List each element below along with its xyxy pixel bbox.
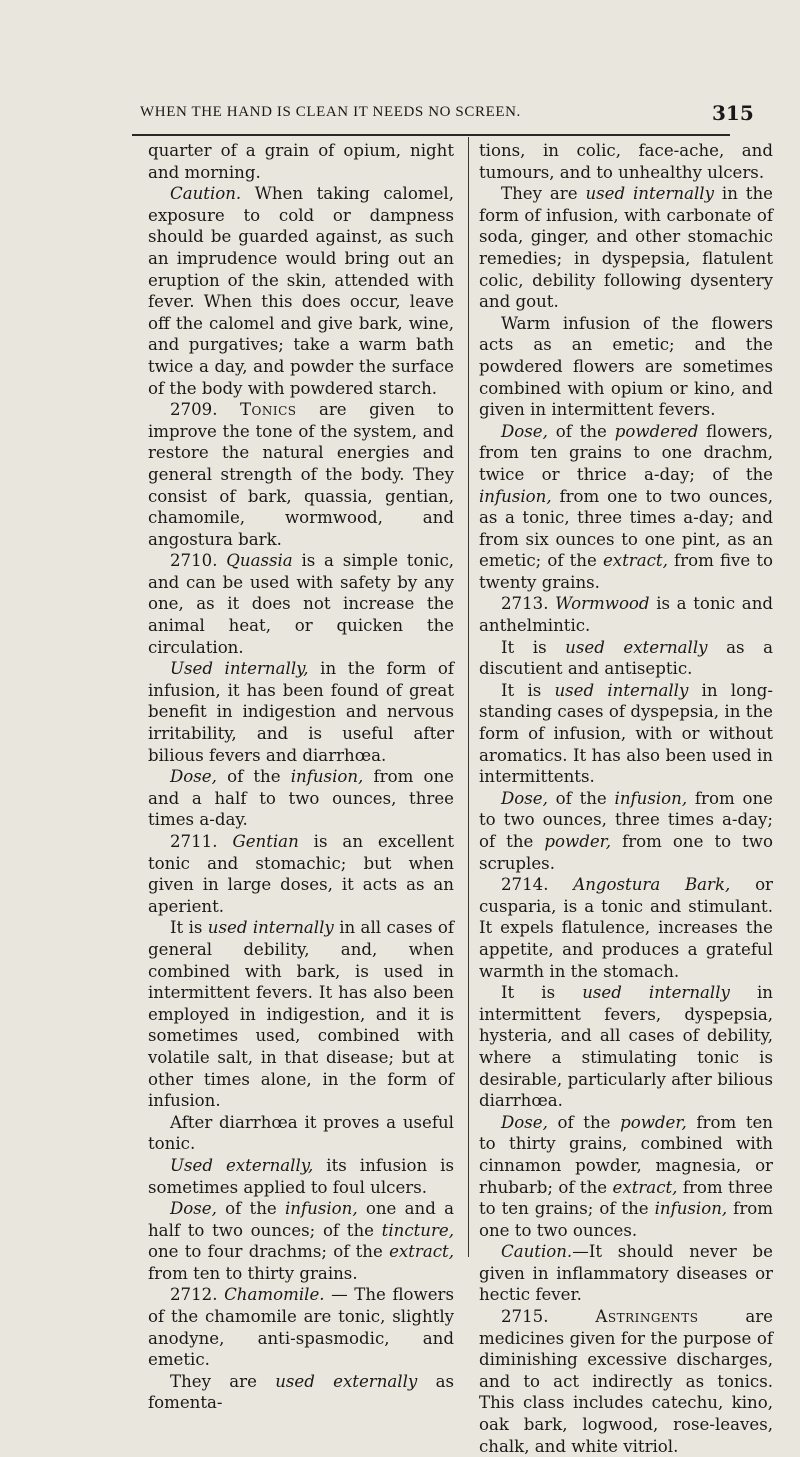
text-run: is a simple tonic, and can be used with safety by any one, as it does not increase the animal heat, or quicken the circulation. [148,551,455,657]
paragraph [479,1306,773,1457]
paragraph [479,421,773,594]
italic-text: Used internally, [170,659,309,679]
italic-text: Dose, [501,788,548,808]
text-run: 2714. [501,875,574,895]
italic-text: infusion, [654,1199,728,1219]
paragraph [479,183,773,313]
italic-text: Caution. [501,1242,573,1262]
text-run: of the [547,421,615,441]
paragraph [479,637,773,680]
text-run: flowers, from ten grains to one drachm, twice or thrice a-day; of the [479,421,773,484]
small-caps-heading: Tonics [239,400,297,420]
italic-text: Dose, [501,421,548,441]
paragraph [148,183,454,399]
text-run: of the [547,1112,621,1132]
paragraph [148,1155,454,1198]
page-number: 315 [712,101,754,125]
text-run: After diarrhœa it proves a useful tonic. [148,1112,454,1154]
running-head: WHEN THE HAND IS CLEAN IT NEEDS NO SCREEN. [140,104,521,120]
text-run: They are [170,1371,276,1391]
small-caps-heading: Astringents [595,1307,699,1327]
paragraph [479,140,773,183]
paragraph [148,1371,454,1414]
paragraph [148,140,454,183]
text-run: as fomenta- [148,1371,454,1413]
italic-text: used internally [582,983,730,1003]
paragraph [148,917,454,1111]
text-run: from one to two ounces, three times a-day; of the [479,788,773,851]
text-run: is an excellent tonic and stomachic; but when given in large doses, it acts as an aperient. [148,832,455,916]
text-run: in all cases of general debility, and, when combined with bark, is used in intermittent fevers. It has also been employed in indigestion, and it is sometimes used, combined with volatile salt, in that disease; but at other times alone, in the form of infusion. [148,918,454,1111]
text-run: from ten to thirty grains, combined with cinnamon powder, magnesia, or rhubarb; of the [479,1112,773,1197]
italic-text: used internally [585,184,714,204]
text-run: 2712. [170,1285,225,1305]
text-run: —It should never be given in inflammatory diseases or hectic fever. [479,1242,773,1305]
italic-text: Gentian [232,832,299,851]
paragraph [479,1241,773,1306]
right-column [479,140,773,1457]
paragraph [148,1284,454,1370]
text-run: from one to two ounces, as a tonic, three times a-day; and from six ounces to one pint, as an emetic; of the [479,486,773,571]
text-run: — The flowers of the chamomile are tonic, slightly anodyne, anti-spasmodic, and emetic. [148,1285,454,1370]
header-rule [132,134,730,136]
italic-text: used externally [565,637,708,657]
text-run: from one to two scruples. [479,832,774,873]
text-run: are given to improve the tone of the system, and restore the natural energies and general strength of the body. They consist of bark, quassia, gentian, chamomile, wormwood, and angostura bark. [148,400,454,549]
paragraph [479,593,773,636]
left-column [148,140,454,1414]
text-run: is a tonic and anthelmintic. [479,594,774,636]
text-run: of the [547,788,615,808]
italic-text: Quassia [226,551,293,571]
text-run: tions, in colic, face-ache, and tumours, and to unhealthy ulcers. [479,141,773,182]
text-run: It is [501,637,566,657]
italic-text: used internally [554,680,689,700]
italic-text: tincture, [381,1220,454,1240]
italic-text: Dose, [170,767,217,787]
text-run: 2711. [170,832,233,851]
paragraph [479,680,773,788]
text-run: 2713. [501,594,556,614]
paragraph [148,1198,454,1284]
text-run: or cusparia, is a tonic and stimulant. It expels flatulence, increases the appetite, and produces a grateful warmth in the stomach. [479,875,773,981]
paragraph [479,313,773,421]
paragraph [479,874,773,982]
text-run: 2710. [170,551,227,571]
italic-text: Used externally, [170,1155,314,1175]
italic-text: Dose, [501,1112,548,1132]
italic-text: powder, [544,832,612,851]
text-run: are medicines given for the purpose of diminishing excessive discharges, and to act indirectly as tonics. This class includes catechu, kino, oak bark, logwood, rose-leaves, chalk, and white vitriol. [479,1307,774,1456]
paragraph [479,982,773,1112]
column-divider [468,137,469,1257]
text-run: from three to ten grains; of the [479,1177,773,1219]
text-run: one to four drachms; of the [148,1242,390,1262]
italic-text: extract, [389,1242,454,1262]
italic-text: infusion, [479,486,552,506]
text-run: from one to two ounces. [479,1199,773,1240]
text-run: from ten to thirty grains. [148,1263,358,1283]
text-run: one and a half to two ounces; of the [148,1199,454,1240]
paragraph [148,550,454,658]
italic-text: used externally [275,1371,418,1391]
text-run: its infusion is sometimes applied to foul ulcers. [148,1155,454,1197]
text-run: It is [501,680,555,700]
text-run: It is [501,983,583,1003]
italic-text: infusion, [290,767,364,787]
italic-text: Caution. [170,184,242,204]
paragraph [479,788,773,874]
paragraph [148,831,454,917]
italic-text: extract, [612,1177,678,1197]
paragraph [148,1112,454,1155]
italic-text: infusion, [285,1199,358,1219]
italic-text: Chamomile. [224,1285,325,1305]
text-run: from one and a half to two ounces, three times a-day. [148,767,454,830]
text-run: in intermittent fevers, dyspepsia, hysteria, and all cases of debility, where a stimulating tonic is desirable, particularly after bilious diarrhœa. [479,983,773,1111]
italic-text: powder, [620,1112,687,1132]
text-run: When taking calomel, exposure to cold or dampness should be guarded against, as such an imprudence would bring out an eruption of the skin, attended with fever. When this does occur, leave off the calomel and give bark, wine, and purgatives; take a warm bath twice a day, and powder the surface of the body with powdered starch. [148,184,454,398]
text-run: in the form of infusion, it has been found of great benefit in indigestion and nervous irritability, and is useful after bilious fevers and diarrhœa. [148,659,454,765]
text-run: Warm infusion of the flowers acts as an emetic; and the powdered flowers are sometimes combined with opium or kino, and given in intermittent fevers. [479,313,773,420]
text-run: of the [216,767,291,787]
italic-text: extract, [602,551,668,571]
italic-text: Dose, [170,1199,217,1219]
text-run: 2715. [501,1307,596,1327]
paragraph [479,1112,773,1242]
italic-text: infusion, [614,788,688,808]
text-run: in long-standing cases of dyspepsia, in the form of infusion, with or without aromatics. It has also been used in intermittents. [479,680,773,787]
text-run: quarter of a grain of opium, night and morning. [148,141,454,182]
italic-text: Angostura Bark, [573,875,731,895]
text-run: It is [170,918,208,938]
paragraph [148,399,454,550]
paragraph [148,658,454,766]
text-run: in the form of infusion, with carbonate of soda, ginger, and other stomachic remedies; in dyspepsia, flatulent colic, debility following dysentery and gout. [479,184,773,312]
italic-text: used internally [207,918,334,938]
italic-text: powdered [614,421,699,441]
text-run: as a discutient and antiseptic. [479,637,773,679]
italic-text: Wormwood [555,594,650,614]
paragraph [148,766,454,831]
text-run: from five to twenty grains. [479,551,773,592]
text-run: They are [501,184,586,204]
text-run: of the [216,1199,285,1219]
text-run: 2709. [170,400,240,420]
